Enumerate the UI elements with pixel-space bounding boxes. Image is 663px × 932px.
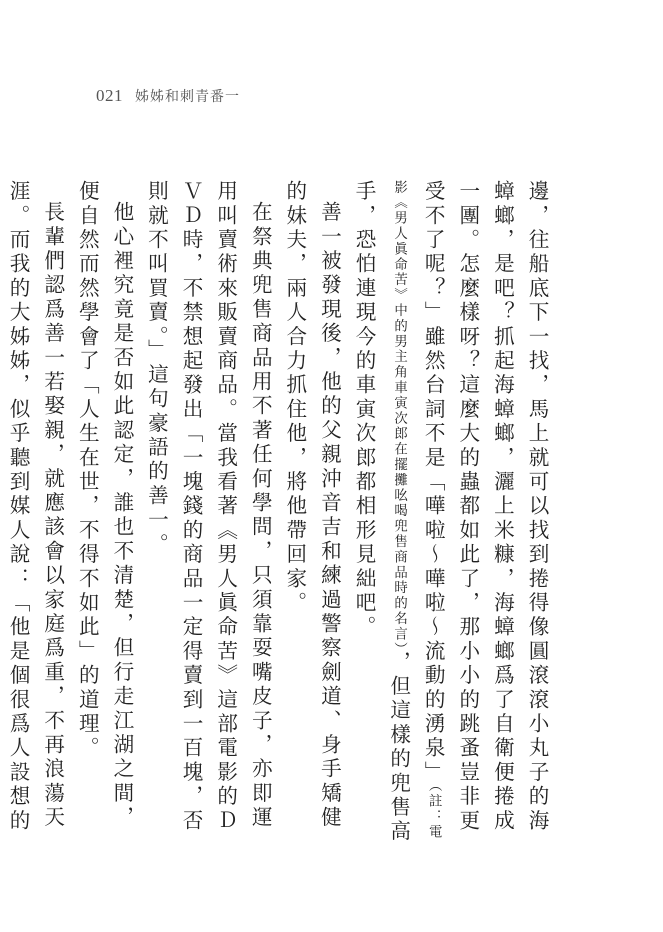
page-header (96, 86, 240, 106)
paragraph (139, 180, 277, 852)
body-text (6, 180, 554, 852)
paragraph (277, 180, 346, 852)
paragraph-text: 長輩們認爲善一若娶親，就應該會以家庭爲重，不再浪蕩天涯。而我的大姊姊，似乎聽到媒人說：「他是個很爲人設想的 (6, 180, 65, 834)
paragraph (70, 180, 139, 852)
paragraph-text: 善一被發現後，他的父親沖音吉和練過警察劍道、身手矯健的妹夫，兩人合力抓住他，將他帶回家。 (282, 180, 342, 830)
running-title: 姊姊和刺青番一 (135, 89, 240, 105)
paragraph (0, 180, 70, 852)
page-number: 021 (96, 86, 123, 105)
paragraph-text: 他心裡究竟是否如此認定，誰也不清楚，但行走江湖之間，便自然而然學會了「人生在世，不得不如此」的道理。 (75, 180, 134, 830)
translator-note: （註：電影《男人眞命苦》中的男主角車寅次郎在擺攤吆喝兜售商品時的名言） (391, 180, 442, 840)
paragraph-text: ，但這樣的兜售高手，恐怕連現今的車寅次郎都相形見絀吧。 (352, 180, 411, 845)
paragraph (346, 180, 554, 852)
paragraph-text: 邊，往船底下一找，馬上就可以找到捲得像圓滾滾小丸子的海蟑螂，是吧？抓起海蟑螂，灑上米糠，海蟑螂爲了自衛便捲成一團。怎麼樣呀？這麼大的蟲都如此了，那小小的跳蚤豈非更受不了呢？」雖然台詞不是「嘩啦～嘩啦～流動的湧泉」 (421, 180, 549, 834)
paragraph-text: 在祭典兜售商品用不著任何學問，只須靠耍嘴皮子，亦即運用叫賣術來販賣商品。當我看著《男人眞命苦》這部電影的ＤＶＤ時，不禁想起發出「一塊錢的商品一定得賣到一百塊，否則就不叫買賣。」這句豪語的善一。 (144, 180, 273, 834)
